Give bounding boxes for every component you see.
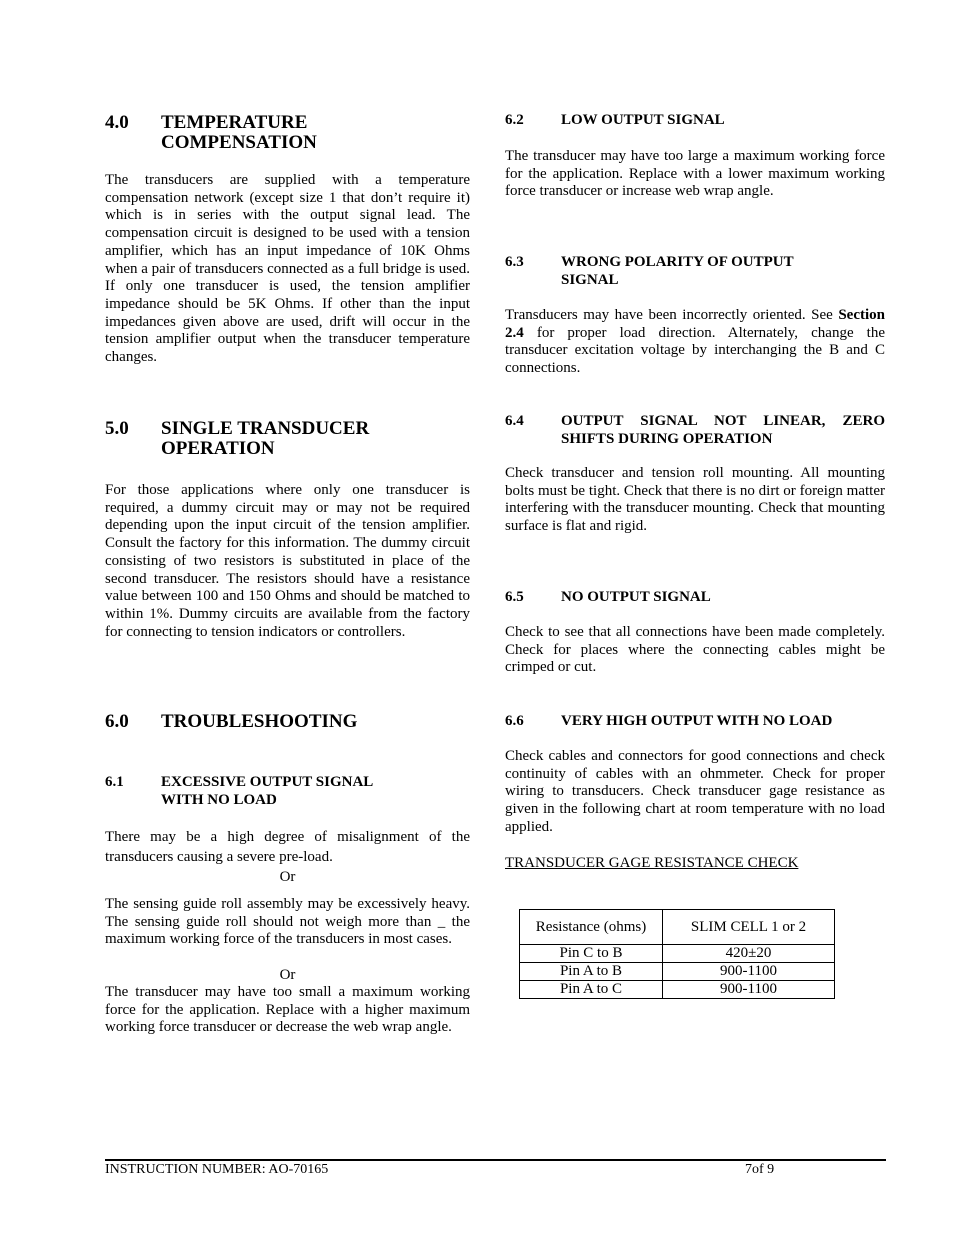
- page-number: 7of 9: [745, 1162, 775, 1177]
- section-6-1-heading: [105, 774, 470, 809]
- table-row: [520, 963, 835, 981]
- section-4-heading: [105, 113, 470, 153]
- section-6-5-body: Check to see that all connections have been made completely. Check for places where the connecting cables might be crimped or cut.: [505, 624, 885, 676]
- section-number: 6.6: [505, 713, 524, 729]
- section-6-3-body: [505, 307, 885, 378]
- section-title: LOW OUTPUT SIGNAL: [561, 112, 725, 128]
- section-title-line2: SHIFTS DURING OPERATION: [561, 430, 773, 447]
- section-title-line2: SIGNAL: [561, 271, 619, 288]
- section-6-1-para-1: There may be a high degree of misalignment of the transducers causing a severe pre-load.: [105, 829, 470, 865]
- section-6-3-heading: [505, 254, 885, 289]
- table-row: [520, 981, 835, 999]
- table-header-row: [520, 910, 835, 945]
- section-number: 6.3: [505, 254, 524, 270]
- gage-resistance-table: [519, 909, 835, 999]
- section-number: 6.1: [105, 774, 124, 790]
- section-title: NO OUTPUT SIGNAL: [561, 589, 711, 605]
- body-text: Transducers may have been incorrectly oriented. See: [505, 307, 839, 323]
- section-6-1-para-2: The sensing guide roll assembly may be excessively heavy. The sensing guide roll should not weigh more than _ the maximum working force of the transducers in most cases.: [105, 896, 470, 948]
- section-number: 6.0: [105, 711, 129, 732]
- section-title-line2: WITH NO LOAD: [161, 791, 277, 808]
- table-header-cell: SLIM CELL 1 or 2: [663, 910, 835, 945]
- section-6-2-heading: [505, 112, 885, 130]
- section-6-6-heading: [505, 713, 885, 731]
- section-4-body: The transducers are supplied with a temperature compensation network (except size 1 that don’t require it) which is in series with the output signal lead. The compensation circuit is designed to be used with a tension amplifier, which has an input impedance of 10K Ohms when a pair of transducers connected as a full bridge is used. If only one transducer is used, the tension amplifier impedance should be 5K Ohms. If other than the input impedances given above are used, drift will occur in the tension amplifier output when the transducer temperature changes.: [105, 172, 470, 366]
- section-6-6-body: Check cables and connectors for good connections and check continuity of cables with an ohmmeter. Check for proper wiring to transducers. Check transducer gage resistance as given in the following chart at room temperature with no load applied.: [505, 748, 885, 835]
- section-title-line2: OPERATION: [161, 438, 275, 459]
- section-number: 6.2: [505, 112, 524, 128]
- table-header-cell: Resistance (ohms): [520, 910, 663, 945]
- table-cell: 900-1100: [663, 981, 835, 999]
- table-title: TRANSDUCER GAGE RESISTANCE CHECK: [505, 855, 799, 871]
- table-cell: Pin C to B: [520, 945, 663, 963]
- section-title: VERY HIGH OUTPUT WITH NO LOAD: [561, 713, 833, 729]
- or-separator: Or: [279, 869, 296, 885]
- section-6-1-para-3: The transducer may have too small a maximum working force for the application. Replace with a higher maximum working force transducer or decrease the web wrap angle.: [105, 984, 470, 1036]
- section-title-line1: EXCESSIVE OUTPUT SIGNAL: [161, 774, 374, 790]
- section-title-line1: SINGLE TRANSDUCER: [161, 418, 370, 439]
- table-cell: Pin A to B: [520, 963, 663, 981]
- section-number: 5.0: [105, 418, 129, 439]
- section-title-line1: TEMPERATURE: [161, 112, 308, 133]
- section-title-line1: OUTPUT SIGNAL NOT LINEAR, ZERO: [561, 413, 885, 429]
- section-title-line1: WRONG POLARITY OF OUTPUT: [561, 254, 794, 270]
- section-number: 6.4: [505, 413, 524, 429]
- table-cell: 420±20: [663, 945, 835, 963]
- section-6-2-body: The transducer may have too large a maximum working force for the application. Replace with a lower maximum working force transducer or increase web wrap angle.: [505, 148, 885, 200]
- table-cell: 900-1100: [663, 963, 835, 981]
- section-title: TROUBLESHOOTING: [161, 711, 358, 732]
- section-6-4-body: Check transducer and tension roll mounting. All mounting bolts must be tight. Check that there is no dirt or foreign matter interfering with the transducer mounting. Check that mounting surface is flat and rigid.: [505, 465, 885, 535]
- section-reference: Section 2.4: [505, 307, 885, 341]
- body-text: for proper load direction. Alternately, change the transducer excitation voltage by interchanging the B and C connections.: [505, 324, 885, 377]
- section-5-heading: [105, 419, 470, 459]
- section-6-heading: [105, 712, 470, 732]
- section-number: 6.5: [505, 589, 524, 605]
- table-cell: Pin A to C: [520, 981, 663, 999]
- or-separator: Or: [279, 967, 296, 983]
- section-number: 4.0: [105, 112, 129, 133]
- section-6-4-heading: [505, 413, 885, 448]
- section-6-5-heading: [505, 589, 885, 607]
- instruction-number: INSTRUCTION NUMBER: AO-70165: [105, 1162, 329, 1177]
- section-5-body: For those applications where only one transducer is required, a dummy circuit may or may not be required depending upon the input circuit of the tension amplifier. Consult the factory for this information. The dummy circuit consisting of two resistors is substituted in place of the second transducer. The resistors should have a resistance value between 100 and 150 Ohms and should be matched to within 1%. Dummy circuits are available from the factory for connecting to tension indicators or controllers.: [105, 482, 470, 640]
- section-title-line2: COMPENSATION: [161, 132, 317, 153]
- table-row: [520, 945, 835, 963]
